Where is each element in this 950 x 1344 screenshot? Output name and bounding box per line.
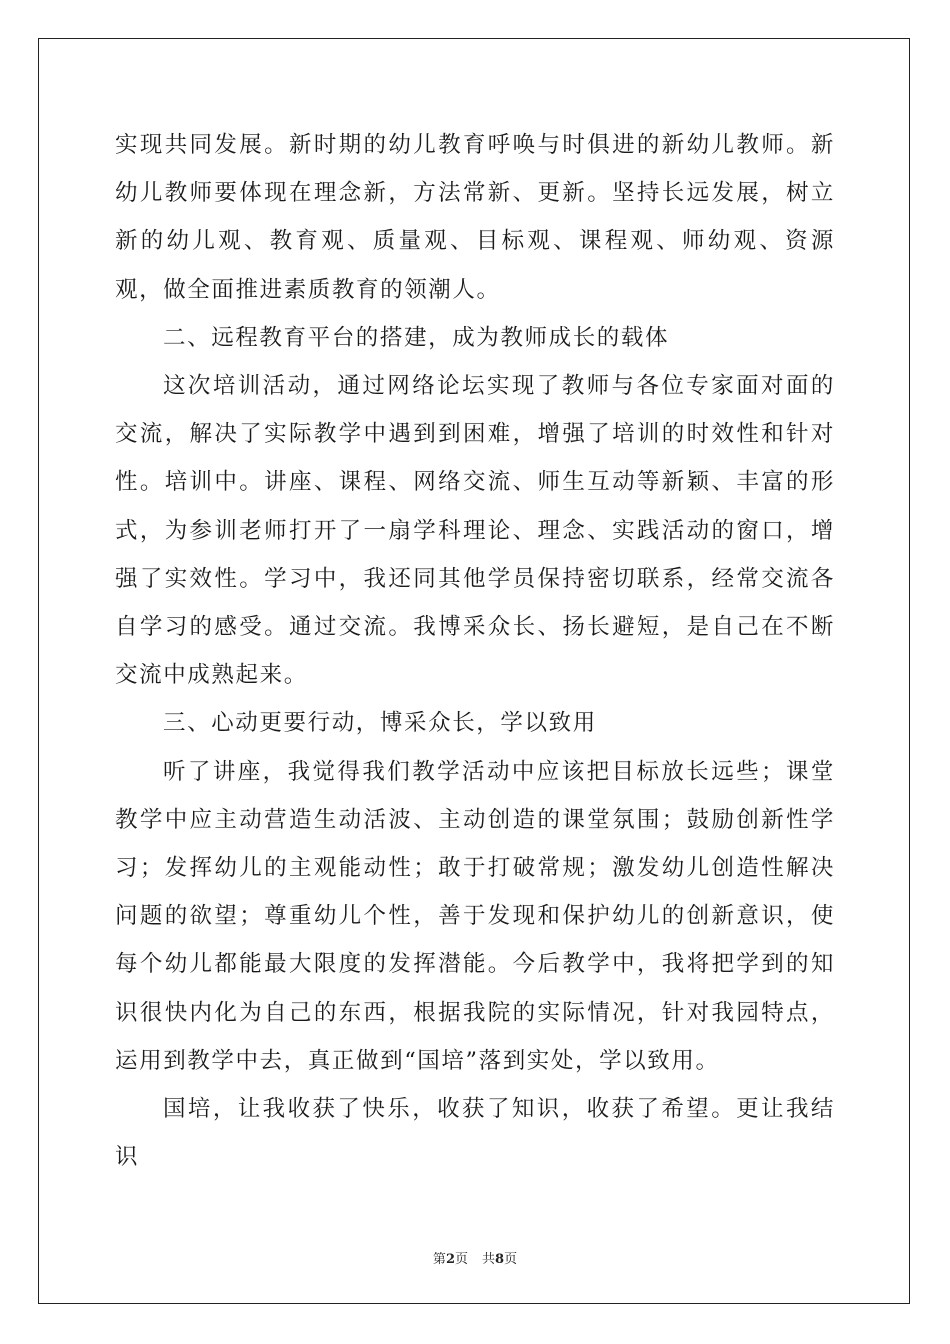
total-count: 8 [495,1252,505,1267]
page-prefix: 第 [432,1252,446,1267]
total-suffix: 页 [504,1252,518,1267]
page-total [482,1252,517,1267]
section-heading-2: 二、远程教育平台的搭建，成为教师成长的载体 [163,324,670,351]
document-body [115,121,835,1181]
paragraph-3: 听了讲座，我觉得我们教学活动中应该把目标放长远些；课堂教学中应主动营造生动活波、主动创造的课堂氛围；鼓励创新性学习；发挥幼儿的主观能动性；敢于打破常规；激发幼儿创造性解决问题的欲望；尊重幼儿个性，善于发现和保护幼儿的创新意识，使每个幼儿都能最大限度的发挥潜能。今后教学中，我将把学到的知识很快内化为自己的东西，根据我院的实际情况，针对我园特点，运用到教学中去，真正做到“国培”落到实处，学以致用。 [115,758,835,1074]
page-suffix: 页 [454,1252,468,1267]
paragraph-2: 这次培训活动，通过网络论坛实现了教师与各位专家面对面的交流，解决了实际教学中遇到到困难，增强了培训的时效性和针对性。培训中。讲座、课程、网络交流、师生互动等新颖、丰富的形式，为参训老师打开了一扇学科理论、理念、实践活动的窗口，增强了实效性。学习中，我还同其他学员保持密切联系，经常交流各自学习的感受。通过交流。我博采众长、扬长避短，是自己在不断交流中成熟起来。 [115,373,835,689]
total-prefix: 共 [482,1252,496,1267]
section-heading-3: 三、心动更要行动，博采众长，学以致用 [163,710,597,737]
paragraph-1: 实现共同发展。新时期的幼儿教育呼唤与时俱进的新幼儿教师。新幼儿教师要体现在理念新，方法常新、更新。坚持长远发展，树立新的幼儿观、教育观、质量观、目标观、课程观、师幼观、资源观，做全面推进素质教育的领潮人。 [115,132,835,303]
page-current: 2 [445,1252,455,1267]
paragraph-4: 国培，让我收获了快乐，收获了知识，收获了希望。更让我结识 [115,1096,835,1171]
page-footer [0,1248,950,1267]
page-number [433,1252,468,1267]
